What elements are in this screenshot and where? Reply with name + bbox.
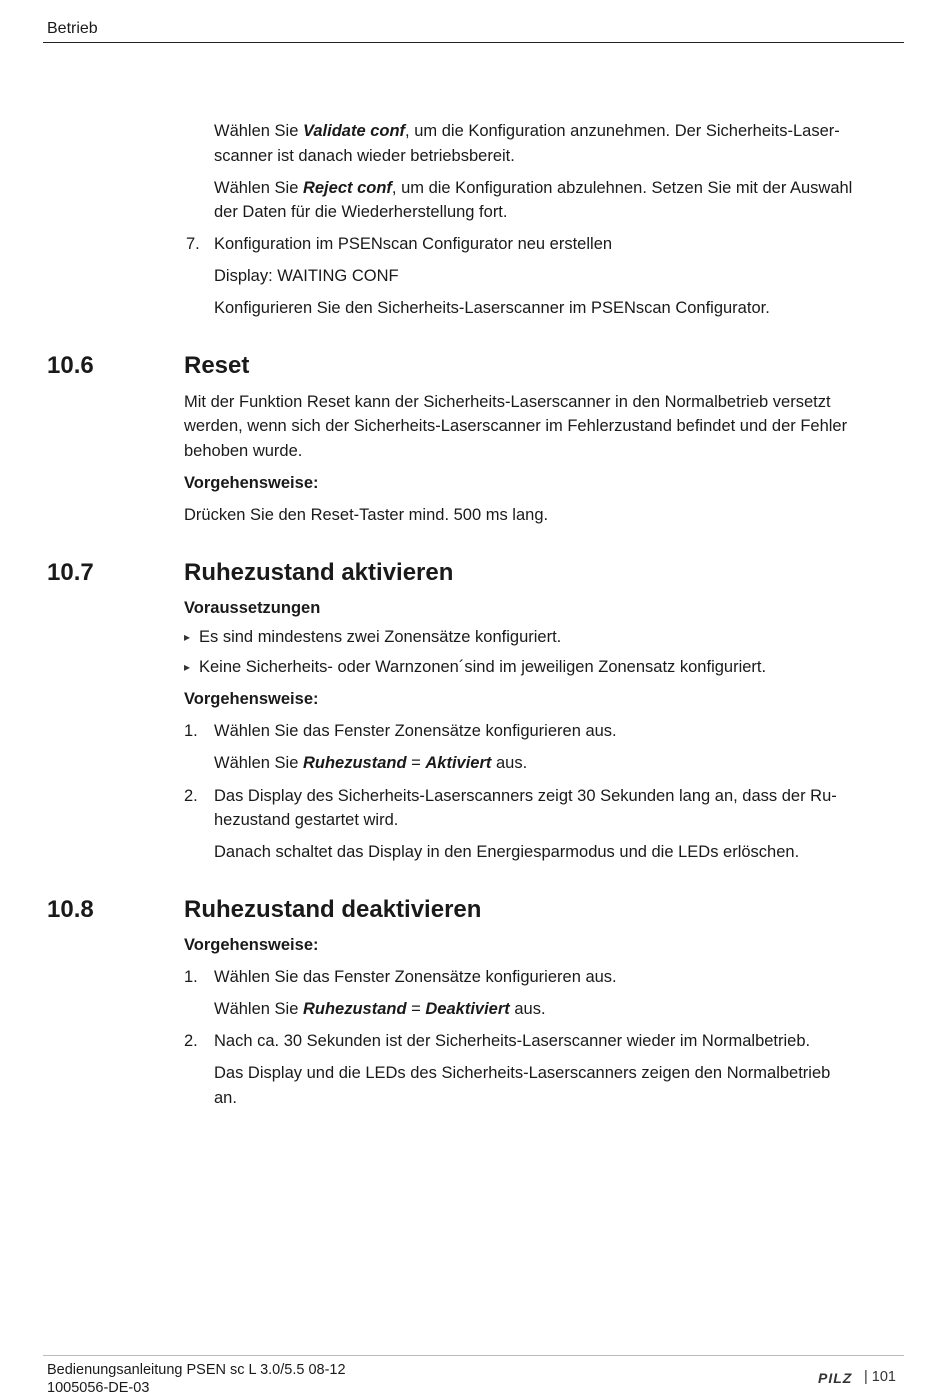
header-divider — [43, 42, 904, 43]
reset-paragraph-line2: werden, wenn sich der Sicherheits-Laserscanner im Fehlerzustand befindet und der Fehler — [184, 417, 848, 435]
prerequisite-item-1: Es sind mindestens zwei Zonensätze konfiguriert. — [199, 628, 562, 646]
page-number: | 101 — [864, 1369, 896, 1385]
reset-paragraph-line1: Mit der Funktion Reset kann der Sicherheits-Laserscanner in den Normalbetrieb versetzt — [184, 393, 831, 411]
step-number-1: 1. — [184, 968, 198, 986]
step-7-instruction: Konfigurieren Sie den Sicherheits-Laserscanner im PSENscan Configurator. — [214, 299, 770, 317]
activate-step-2-line2: hezustand gestartet wird. — [214, 811, 399, 829]
bullet-arrow-icon: ▸ — [184, 660, 191, 674]
section-number-10-7: 10.7 — [47, 559, 94, 586]
paragraph-validate-line1: Wählen Sie Validate conf, um die Konfiguration anzunehmen. Der Sicherheits-Laser- — [214, 122, 840, 140]
paragraph-validate-line2: scanner ist danach wieder betriebsbereit. — [214, 147, 515, 165]
section-title-sleep-activate: Ruhezustand aktivieren — [184, 559, 454, 586]
paragraph-reject-line2: der Daten für die Wiederherstellung fort. — [214, 203, 508, 221]
activate-step-1-detail: Wählen Sie Ruhezustand = Aktiviert aus. — [214, 754, 528, 772]
bullet-arrow-icon: ▸ — [184, 630, 191, 644]
deactivate-step-2-detail-line2: an. — [214, 1089, 237, 1107]
section-number-10-6: 10.6 — [47, 352, 94, 379]
reset-procedure-heading: Vorgehensweise: — [184, 474, 319, 492]
step-7-display: Display: WAITING CONF — [214, 267, 399, 285]
paragraph-reject-line1: Wählen Sie Reject conf, um die Konfiguration abzulehnen. Setzen Sie mit der Auswahl — [214, 179, 853, 197]
deactivate-step-2: Nach ca. 30 Sekunden ist der Sicherheits-Laserscanner wieder im Normalbetrieb. — [214, 1032, 811, 1050]
step-number-2: 2. — [184, 787, 198, 805]
prerequisites-heading: Voraussetzungen — [184, 599, 321, 617]
step-number-7: 7. — [186, 235, 200, 253]
section-title-sleep-deactivate: Ruhezustand deaktivieren — [184, 896, 482, 923]
activate-step-2-line1: Das Display des Sicherheits-Laserscanners zeigt 30 Sekunden lang an, dass der Ru- — [214, 787, 837, 805]
footer-divider — [43, 1355, 904, 1356]
reset-procedure-text: Drücken Sie den Reset-Taster mind. 500 ms lang. — [184, 506, 549, 524]
deactivate-step-2-detail-line1: Das Display und die LEDs des Sicherheits-Laserscanners zeigen den Normalbetrieb — [214, 1064, 831, 1082]
section-title-reset: Reset — [184, 352, 250, 379]
pilz-logo: PILZ — [818, 1370, 853, 1386]
step-number-1: 1. — [184, 722, 198, 740]
section-number-10-8: 10.8 — [47, 896, 94, 923]
footer-document-number: 1005056-DE-03 — [47, 1380, 150, 1396]
deactivate-step-1: Wählen Sie das Fenster Zonensätze konfigurieren aus. — [214, 968, 617, 986]
activate-step-2-detail: Danach schaltet das Display in den Energiesparmodus und die LEDs erlöschen. — [214, 843, 800, 861]
footer-manual-title: Bedienungsanleitung PSEN sc L 3.0/5.5 08-12 — [47, 1362, 346, 1378]
activate-procedure-heading: Vorgehensweise: — [184, 690, 319, 708]
prerequisite-item-2: Keine Sicherheits- oder Warnzonen´sind im jeweiligen Zonensatz konfiguriert. — [199, 658, 767, 676]
emphasis-validate-conf: Validate conf — [302, 122, 406, 140]
emphasis-reject-conf: Reject conf — [302, 179, 392, 197]
reset-paragraph-line3: behoben wurde. — [184, 442, 303, 460]
step-7-text: Konfiguration im PSENscan Configurator neu erstellen — [214, 235, 613, 253]
activate-step-1: Wählen Sie das Fenster Zonensätze konfigurieren aus. — [214, 722, 617, 740]
step-number-2: 2. — [184, 1032, 198, 1050]
page-header-title: Betrieb — [47, 20, 98, 37]
deactivate-procedure-heading: Vorgehensweise: — [184, 936, 319, 954]
deactivate-step-1-detail: Wählen Sie Ruhezustand = Deaktiviert aus. — [214, 1000, 546, 1018]
